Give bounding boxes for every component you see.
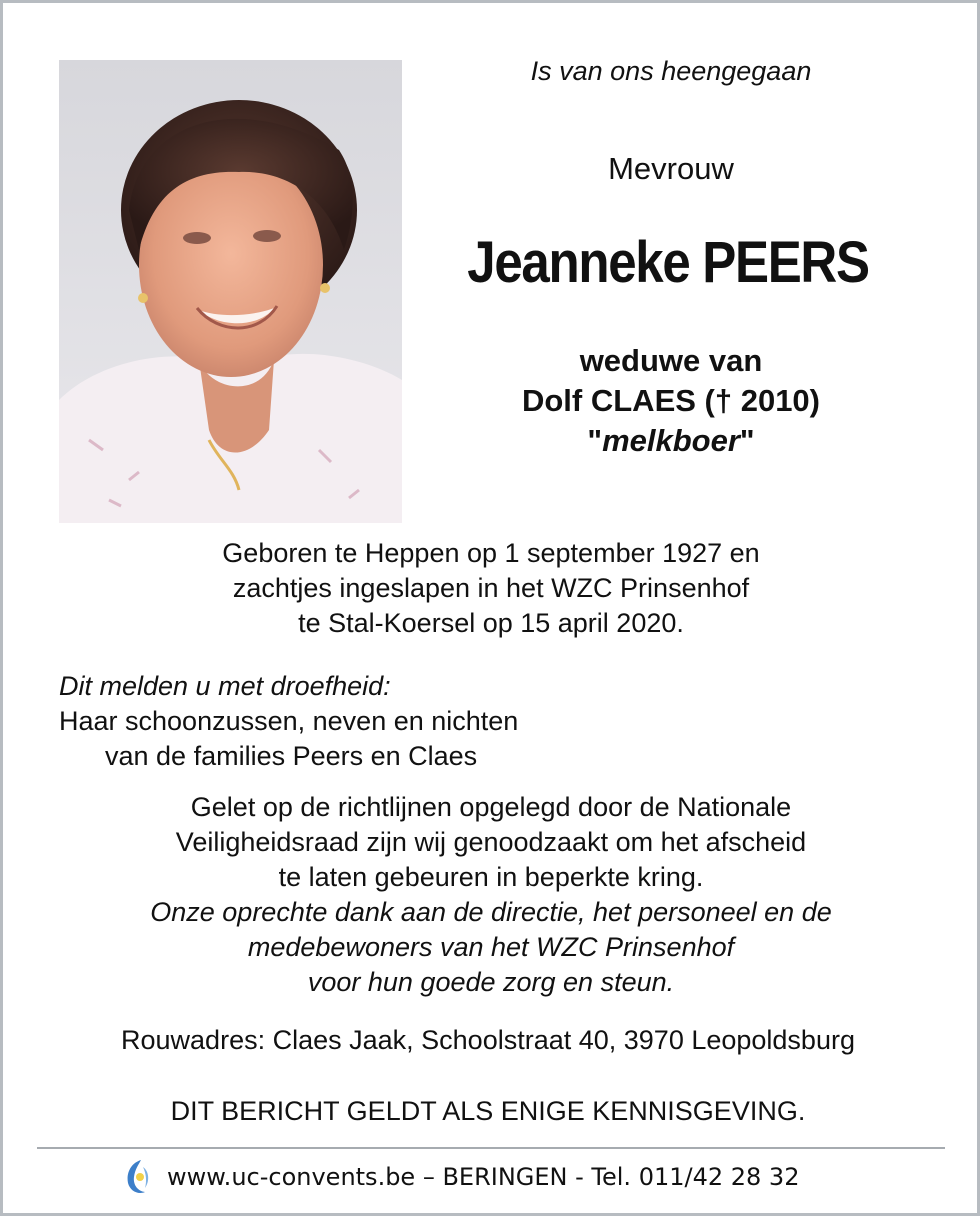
birth-line-1: Geboren te Heppen op 1 september 1927 en: [222, 538, 760, 568]
family-line-2: van de families Peers en Claes: [105, 741, 478, 771]
family-line-1: Haar schoonzussen, neven en nichten: [59, 706, 519, 736]
family-intro: Dit melden u met droefheid:: [59, 671, 391, 701]
mourning-address: Rouwadres: Claes Jaak, Schoolstraat 40, 3970 Leopoldsburg: [121, 1025, 855, 1055]
notice-line-1: Gelet op de richtlijnen opgelegd door de Nationale: [190, 792, 792, 822]
thanks-line-1: Onze oprechte dank aan de directie, het personeel en de: [150, 897, 832, 927]
footer: [123, 1155, 883, 1199]
thanks-line-2: medebewoners van het WZC Prinsenhof: [247, 932, 735, 962]
uc-logo-icon: [123, 1157, 153, 1197]
spouse-block: [421, 341, 921, 461]
footer-contact: www.uc-convents.be – BERINGEN - Tel. 011/42 28 32: [167, 1163, 800, 1191]
spouse-line-1: weduwe van: [579, 343, 763, 378]
spouse-nickname-line: "melkboer": [587, 423, 755, 458]
notice-block: [43, 790, 939, 1000]
birth-block: [43, 536, 939, 641]
sole-notice-statement: DIT BERICHT GELDT ALS ENIGE KENNISGEVING.: [170, 1096, 806, 1126]
portrait-image: [59, 60, 402, 523]
footer-divider: [37, 1147, 945, 1149]
notice-line-3: te laten gebeuren in beperkte kring.: [278, 862, 704, 892]
family-block: [59, 669, 939, 774]
honorific: Mevrouw: [608, 151, 734, 186]
portrait-photo: [59, 60, 402, 523]
intro-text: Is van ons heengegaan: [530, 56, 812, 86]
deceased-name: Jeanneke PEERS: [467, 230, 869, 295]
spouse-line-2: Dolf CLAES († 2010): [521, 383, 820, 418]
notice-line-2: Veiligheidsraad zijn wij genoodzaakt om het afscheid: [175, 827, 807, 857]
thanks-line-3: voor hun goede zorg en steun.: [307, 967, 675, 997]
spouse-nickname: melkboer: [602, 423, 740, 458]
birth-line-3: te Stal-Koersel op 15 april 2020.: [298, 608, 684, 638]
birth-line-2: zachtjes ingeslapen in het WZC Prinsenhof: [232, 573, 750, 603]
